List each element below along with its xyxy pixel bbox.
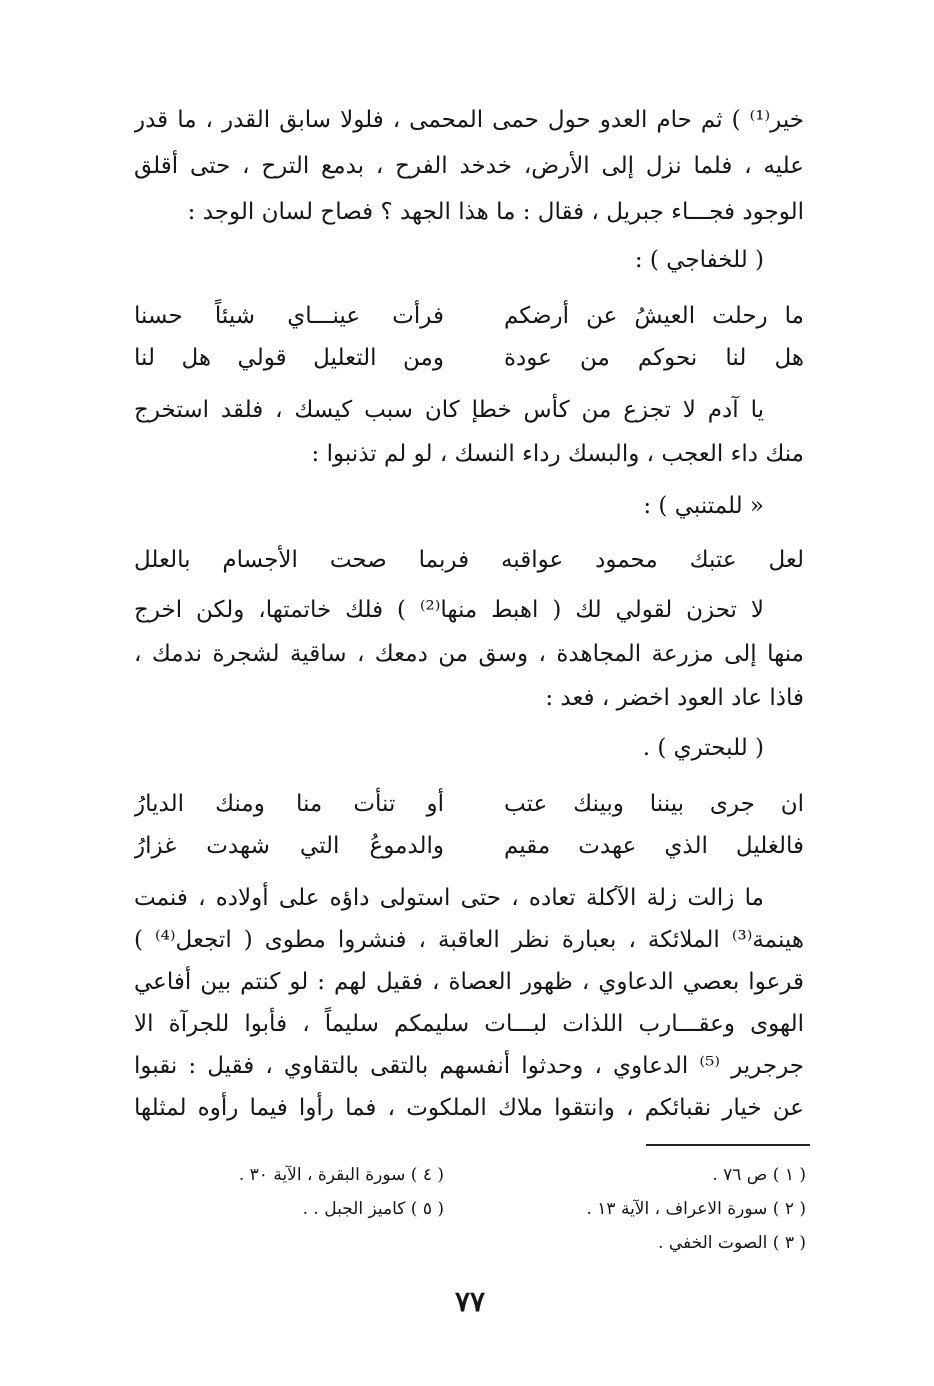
poem-3-verse-2-left: والدموعُ التي شهدت غزارُ: [134, 833, 444, 859]
paragraph-4-line-3: قرعوا بعصي الدعاوي ، ظهور العصاة ، فقيل لهم : لو كنتم بين أفاعي: [134, 969, 804, 995]
footnote-divider: [646, 1144, 810, 1146]
paragraph-1-line-1: خير⁽¹⁾ ) ثم حام العدو حول حمى المحمى ، فلولا سابق القدر ، ما قدر: [134, 107, 804, 133]
attribution-khafaji: ( للخفاجي ) :: [634, 247, 764, 273]
footnote-3: ( ٣ ) الصوت الخفي .: [658, 1233, 806, 1253]
poem-1-verse-2-right: هل لنا نحوكم من عودة: [504, 345, 804, 371]
attribution-mutanabbi: « للمتنبي ) :: [643, 493, 764, 519]
poem-3-verse-1-left: أو تنأت منا ومنك الديارُ: [134, 791, 444, 817]
paragraph-4-line-5: جرجرير ⁽⁵⁾ الدعاوي ، وحدثوا أنفسهم بالتقى بالتقاوي ، فقيل : نقبوا: [134, 1053, 804, 1079]
footnote-5: ( ٥ ) كاميز الجبل . .: [302, 1199, 444, 1219]
poem-3-verse-2-right: فالغليل الذي عهدت مقيم: [504, 833, 804, 859]
paragraph-1-line-3: الوجود فجـــاء جبريل ، فقال : ما هذا الجهد ؟ فصاح لسان الوجد :: [187, 199, 804, 225]
paragraph-3-line-2: منها إلى مزرعة المجاهدة ، وسق من دمعك ، ساقية لشجرة ندمك ،: [134, 641, 804, 667]
poem-1-verse-2-left: ومن التعليل قولي هل لنا: [134, 345, 444, 371]
paragraph-3-line-1: لا تحزن لقولي لك ( اهبط منها⁽²⁾ ) فلك خاتمتها، ولكن اخرج: [134, 597, 764, 623]
paragraph-2-line-2: منك داء العجب ، والبسك رداء النسك ، لو لم تذنبوا :: [311, 441, 804, 467]
paragraph-4-line-2: هينمة⁽³⁾ الملائكة ، بعبارة نظر العاقبة ، فنشروا مطوى ( اتجعل⁽⁴⁾ ): [134, 927, 804, 953]
attribution-buhturi: ( للبحتري ) .: [642, 735, 764, 761]
poem-3-verse-1-right: ان جرى بيننا وبينك عتب: [504, 791, 804, 817]
paragraph-4-line-4: الهوى وعقـــارب اللذات لبـــات سليمكم سليماً ، فأبوا للجرآة الا: [134, 1011, 804, 1037]
footnote-1: ( ١ ) ص ٧٦ .: [712, 1165, 806, 1185]
poem-1-verse-1-left: فرأت عينـــاي شيئاً حسنا: [134, 303, 444, 329]
paragraph-2-line-1: يا آدم لا تجزع من كأس خطإ كان سبب كيسك ، فلقد استخرج: [134, 397, 764, 423]
page-number: ٧٧: [454, 1285, 486, 1318]
paragraph-4-line-1: ما زالت زلة الآكلة تعاده ، حتى استولى داؤه على أولاده ، فنمت: [134, 885, 764, 911]
paragraph-4-line-6: عن خيار نقبائكم ، وانتقوا ملاك الملكوت ، فما رأوا فيما رأوه لمثلها: [134, 1095, 804, 1121]
poem-1-verse-1-right: ما رحلت العيشُ عن أرضكم: [504, 303, 804, 329]
paragraph-3-line-3: فاذا عاد العود اخضر ، فعد :: [545, 685, 804, 711]
footnote-2: ( ٢ ) سورة الاعراف ، الآية ١٣ .: [586, 1199, 806, 1219]
paragraph-1-line-2: عليه ، فلما نزل إلى الأرض، خدخد الفرح ، بدمع الترح ، حتى أقلق: [134, 153, 804, 179]
footnote-4: ( ٤ ) سورة البقرة ، الآية ٣٠ .: [238, 1165, 444, 1185]
poem-2-verse-1: لعل عتبك محمود عواقبه فربما صحت الأجسام بالعلل: [134, 547, 804, 573]
